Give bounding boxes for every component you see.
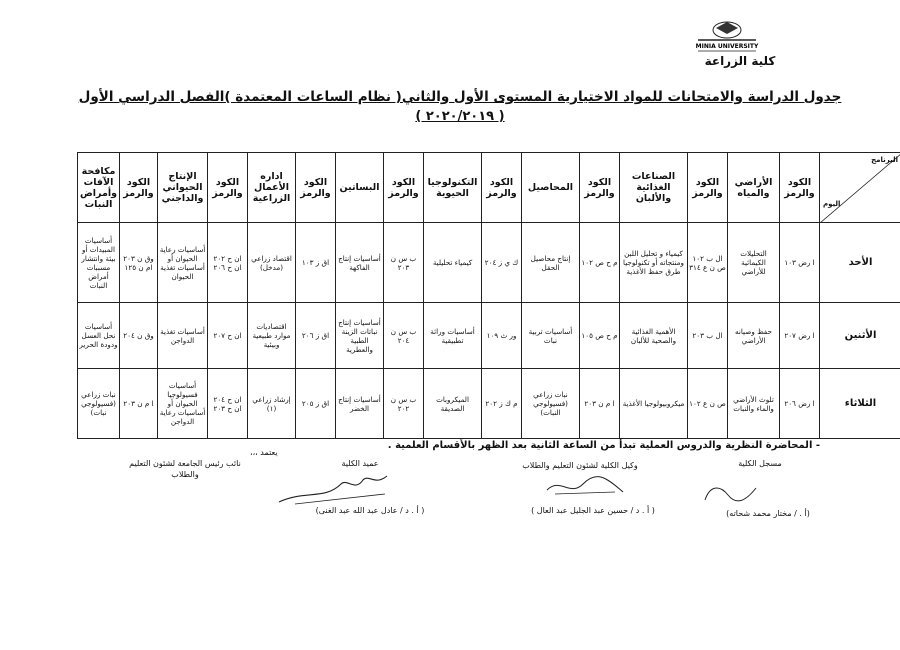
column-header: الكود والرمز (120, 153, 158, 223)
table-cell: ا رض ٢٠٧ (780, 303, 820, 369)
table-cell: أساسيات فسيولوجيا الحيوان أو أساسيات رعاية الدواجن (158, 369, 208, 439)
table-cell: م ح ص ١٠٥ (580, 303, 620, 369)
signature-dean-name: ( أ . د / عادل عبد الله عبد الغنى) (315, 506, 425, 515)
column-header: الكود والرمز (296, 153, 336, 223)
column-header: مكافحة الآفات وأمراض النبات (78, 153, 120, 223)
column-header: اداره الأعمال الزراعية (248, 153, 296, 223)
header-row (78, 153, 900, 223)
table-cell: ور ث ١٠٩ (482, 303, 522, 369)
vice-dean-signature-icon (545, 472, 625, 500)
column-header: الكود والرمز (208, 153, 248, 223)
table-cell: نبات زراعي (فسيولوجي النبات) (522, 369, 580, 439)
column-header: الكود والرمز (482, 153, 522, 223)
table-row (78, 223, 900, 303)
schedule-note: - المحاضرة النظرية والدروس العملية تبدأ من الساعة الثانية بعد الظهر بالأقسام العلمية . (387, 440, 820, 451)
table-cell: حفظ وصيانه الأراضي (728, 303, 780, 369)
corner-program-label: البرنامج (871, 156, 898, 164)
table-cell: تلوث الأراضي والماء والنبات (728, 369, 780, 439)
schedule-table (77, 152, 900, 439)
corner-cell (820, 153, 900, 223)
column-header: الكود والرمز (688, 153, 728, 223)
column-header: الإنتاج الحيواني والداجني (158, 153, 208, 223)
table-cell: إرشاد زراعي (١) (248, 369, 296, 439)
table-cell: ان ح ٢٠٢ ان ح ٢٠٦ (208, 223, 248, 303)
table-cell: ب س ن ٢٠٣ (384, 223, 424, 303)
table-row (78, 369, 900, 439)
table-cell: أساسيات تغذية الدواجن (158, 303, 208, 369)
table-cell: وق ن ٢٠٤ (120, 303, 158, 369)
approval-text: يعتمد ،،، (250, 448, 278, 457)
signature-registrar (720, 458, 800, 469)
table-cell: ب س ن ٢٠٢ (384, 369, 424, 439)
table-cell: م ح ص ١٠٢ (580, 223, 620, 303)
signature-role: نائب رئيس الجامعة لشئون التعليم والطلاب (129, 459, 241, 479)
table-cell: كيمياء تحليلية (424, 223, 482, 303)
table-cell: ك ي ز ٢٠٤ (482, 223, 522, 303)
table-cell: أساسيات وراثة تطبيقية (424, 303, 482, 369)
table-cell: ان ح ٢٠٤ ان ح ٢٠٣ (208, 369, 248, 439)
table-cell: أساسيات المبيدات أو بيئة وانتشار مسببات أمراض النبات (78, 223, 120, 303)
column-header: الكود والرمز (384, 153, 424, 223)
table-cell: ا رض ١٠٣ (780, 223, 820, 303)
table-cell: اق ز ١٠٣ (296, 223, 336, 303)
signature-vice-president (125, 458, 245, 480)
table-cell: اقتصاد زراعي (مدخل) (248, 223, 296, 303)
table-cell: الميكروبات الصديقة (424, 369, 482, 439)
table-cell: ان ح ٢٠٧ (208, 303, 248, 369)
column-header: المحاصيل (522, 153, 580, 223)
table-cell: اق ز ٢٠٥ (296, 369, 336, 439)
signature-role: وكيل الكلية لشئون التعليم والطلاب (522, 461, 638, 470)
registrar-signature-icon (700, 480, 760, 505)
signature-registrar-name: (أ . / مختار محمد شحاته) (726, 509, 810, 518)
college-name: كلية الزراعة (704, 54, 776, 68)
column-header: الأراضي والمياه (728, 153, 780, 223)
table-cell: اق ز ٢٠٦ (296, 303, 336, 369)
table-cell: التحليلات الكيمائية للأراضي (728, 223, 780, 303)
table-cell: ا م ن ٢٠٣ (120, 369, 158, 439)
table-cell: ب س ن ٢٠٤ (384, 303, 424, 369)
table-cell: اقتصاديات موارد طبيعية وبيئية (248, 303, 296, 369)
column-header: الصناعات الغذائية والألبان (620, 153, 688, 223)
table-cell: ا رض ٢٠٦ (780, 369, 820, 439)
day-cell: الأحد (820, 223, 900, 303)
table-cell: كيمياء و تحليل اللبن ومنتجاته أو تكنولوجيا طرق حفظ الأغذية (620, 223, 688, 303)
table-cell: وق ن ٢٠٣ ام ن ١٢٥ (120, 223, 158, 303)
day-cell: الأثنين (820, 303, 900, 369)
table-cell: أساسيات إنتاج نباتات الزينة الطبية والعطرية (336, 303, 384, 369)
logo-text: MINIA UNIVERSITY (695, 43, 759, 50)
table-cell: أساسيات تربية نبات (522, 303, 580, 369)
table-cell: أساسيات إنتاج الفاكهة (336, 223, 384, 303)
signature-role: مسجل الكلية (738, 459, 782, 468)
signature-dean (320, 458, 400, 469)
column-header: البساتين (336, 153, 384, 223)
page-title: جدول الدراسة والامتحانات للمواد الاختيارية المستوى الأول والثاني( نظام الساعات المعتمدة )الفصل الدراسي الأول (78, 89, 842, 105)
corner-day-label: اليوم (823, 200, 841, 208)
table-cell: نبات زراعي (فسيولوجي نبات) (78, 369, 120, 439)
table-cell: الأهمية الغذائية والصحية للألبان (620, 303, 688, 369)
dean-signature-icon (275, 470, 395, 508)
table-cell: ال ب ٢٠٣ (688, 303, 728, 369)
table-cell: ال ب ١٠٢ ص ن ع ٣١٤ (688, 223, 728, 303)
table-cell: أساسيات إنتاج الخضر (336, 369, 384, 439)
signature-vice-dean-name: ( أ . د / حسين عبد الجليل عبد العال ) (531, 506, 655, 515)
column-header: الكود والرمز (780, 153, 820, 223)
table-cell: م ك ز ٢٠٢ (482, 369, 522, 439)
day-cell: الثلاثاء (820, 369, 900, 439)
table-cell: أساسيات نحل العسل ودودة الحرير (78, 303, 120, 369)
table-cell: ا م ن ٢٠٣ (580, 369, 620, 439)
column-header: التكنولوجيا الحيوية (424, 153, 482, 223)
table-cell: ص ن ع ١٠٢ (688, 369, 728, 439)
table-cell: إنتاج محاصيل الحقل (522, 223, 580, 303)
table-cell: أساسيات رعاية الحيوان أو أساسيات تغذية الحيوان (158, 223, 208, 303)
column-header: الكود والرمز (580, 153, 620, 223)
signature-vice-dean (520, 460, 640, 471)
table-row (78, 303, 900, 369)
signature-role: عميد الكلية (341, 459, 379, 468)
academic-year: ( ٢٠٢٠/٢٠١٩ ) (415, 109, 505, 124)
table-cell: ميكروبيولوجيا الأغذية (620, 369, 688, 439)
